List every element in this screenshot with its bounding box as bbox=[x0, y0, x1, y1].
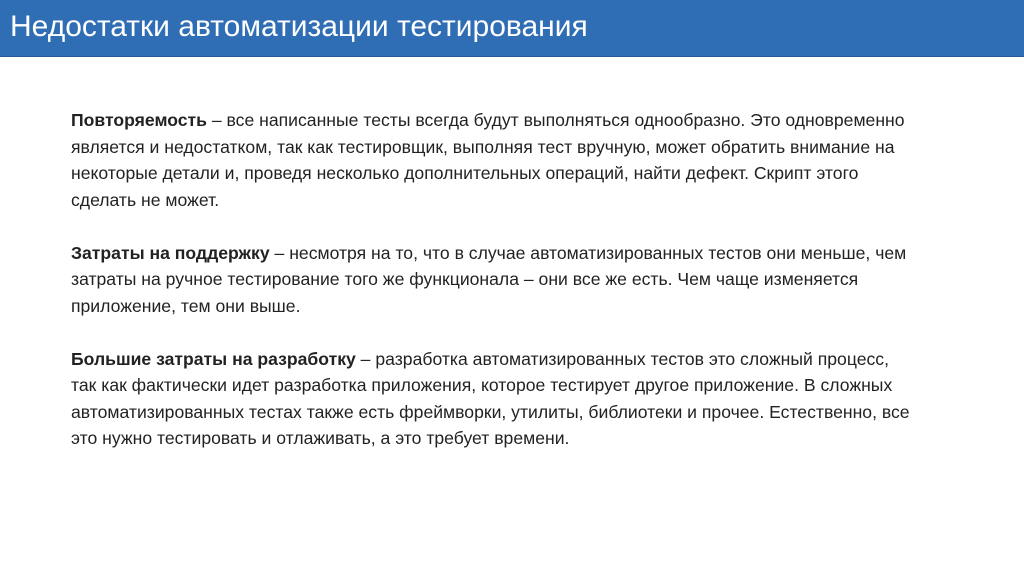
paragraph-maintenance-costs bbox=[71, 240, 911, 320]
text-development-costs: – разработка автоматизированных тестов это сложный процесс, так как фактически идет разработка приложения, которое тестирует другое приложение. В сложных автоматизированных тестах также есть фреймворки, утилиты, библиотеки и прочее. Естественно, все это нужно тестировать и отлаживать, а это требует времени. bbox=[71, 348, 910, 448]
text-repeatability: – все написанные тесты всегда будут выполняться однообразно. Это одновременно является и недостатком, так как тестировщик, выполняя тест вручную, может обратить внимание на некоторые детали и, проведя несколько дополнительных операций, найти дефект. Скрипт этого сделать не может. bbox=[71, 110, 905, 210]
term-maintenance-costs: Затраты на поддержку bbox=[71, 242, 270, 263]
text-maintenance-costs: – несмотря на то, что в случае автоматизированных тестов они меньше, чем затраты на ручное тестирование того же функционала – они все же есть. Чем чаще изменяется приложение, тем они выше. bbox=[71, 242, 907, 316]
term-development-costs: Большие затраты на разработку bbox=[71, 348, 356, 369]
slide-title: Недостатки автоматизации тестирования bbox=[10, 10, 588, 43]
title-bar bbox=[0, 0, 1024, 57]
paragraph-development-costs bbox=[71, 346, 911, 452]
slide-content bbox=[71, 107, 911, 478]
paragraph-repeatability bbox=[71, 107, 911, 213]
term-repeatability: Повторяемость bbox=[71, 110, 207, 130]
